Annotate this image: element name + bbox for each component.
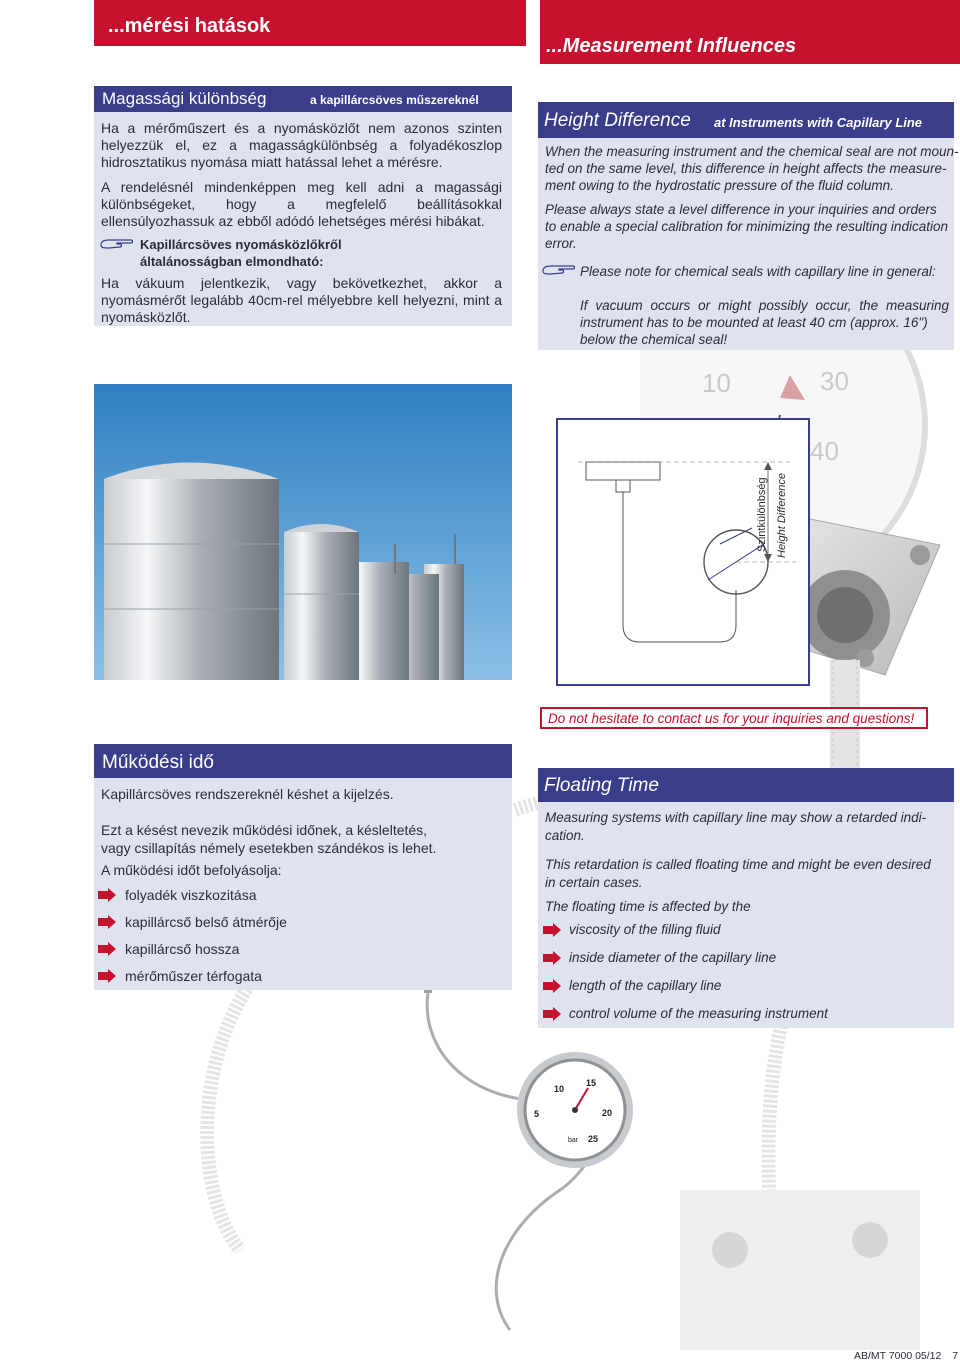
diagram-drawing	[558, 420, 808, 684]
hu-height-p1-l1: Ha a mérőműszert és a nyomásközlőt nem azonos szinten	[101, 120, 502, 136]
arrow-right-icon	[98, 969, 116, 983]
hu-note-title-l2: általánosságban elmondható:	[140, 254, 324, 269]
arrow-right-icon	[98, 942, 116, 956]
arrow-right-icon	[543, 923, 561, 937]
en-height-subtitle: at Instruments with Capillary Line	[714, 115, 923, 130]
hu-floating-p3: A működési időt befolyásolja:	[101, 862, 282, 878]
en-floating-p2-l1: This retardation is called floating time and might be even desired	[545, 857, 931, 872]
hu-floating-p2-l1: Ezt a késést nevezik működési időnek, a késleltetés,	[101, 822, 428, 838]
en-height-p1-l3: ment owing to the hydrostatic pressure of the fluid column.	[545, 178, 894, 193]
bg-gauge-30: 30	[820, 366, 849, 396]
en-height-title-bar	[538, 102, 954, 138]
en-height-title: Height Difference	[544, 110, 691, 131]
en-note-text-l2: instrument has to be mounted at least 40 cm (approx. 16")	[580, 315, 928, 330]
en-note-title: Please note for chemical seals with capillary line in general:	[580, 264, 936, 279]
small-gauge-20: 20	[602, 1108, 613, 1118]
en-height-p2-l3: error.	[545, 236, 577, 251]
en-floating-item-2: inside diameter of the capillary line	[569, 950, 777, 965]
small-gauge-10: 10	[554, 1084, 565, 1094]
hu-floating-item-1: folyadék viszkozitása	[125, 887, 257, 903]
arrow-right-icon	[98, 888, 116, 902]
en-floating-p1-l2: cation.	[545, 828, 585, 843]
bg-gauge-40: 40	[810, 436, 839, 466]
hu-height-subtitle: a kapillárcsöves műszereknél	[310, 93, 479, 107]
hu-floating-item-2: kapillárcső belső átmérője	[125, 914, 287, 930]
en-floating-p3: The floating time is affected by the	[545, 899, 751, 914]
en-height-p2-l1: Please always state a level difference in your inquiries and orders	[545, 202, 937, 217]
en-note-text-l1: If vacuum occurs or might possibly occur, the measuring	[580, 298, 949, 313]
small-gauge-15: 15	[586, 1078, 597, 1088]
hu-floating-title: Működési idő	[102, 752, 214, 773]
hu-note-text-l1: Ha vákuum jelentkezik, vagy bekövetkezhet, akkor a	[101, 275, 502, 291]
silo-tanks-photo	[94, 384, 512, 680]
diagram-label-hu: Szintkülönbség	[756, 477, 768, 552]
small-gauge-unit: bar	[568, 1137, 579, 1144]
en-floating-p1-l1: Measuring systems with capillary line may show a retarded indi-	[545, 810, 927, 825]
contact-text: Do not hesitate to contact us for your inquiries and questions!	[548, 711, 915, 726]
en-floating-title-bar	[538, 768, 954, 802]
hu-note-text-l2: nyomásmérőt legalább 40cm-rel mélyebbre kell helyezni, mint a	[101, 292, 502, 308]
header-right-title: ...Measurement Influences	[546, 35, 797, 57]
arrow-right-icon	[543, 1007, 561, 1021]
hu-floating-title-bar	[94, 744, 512, 778]
en-height-p2-l2: to enable a special calibration for minimizing the resulting indication	[545, 219, 948, 234]
hu-height-p2-l1: A rendelésnél mindenképpen meg kell adni a magassági	[101, 179, 502, 195]
en-floating-p2-l2: in certain cases.	[545, 875, 643, 890]
arrow-right-icon	[98, 915, 116, 929]
hu-height-p2-l2: különbségeket, hogy a megfelelő beállításokkal	[101, 196, 502, 212]
hu-height-title-bar	[94, 86, 512, 112]
small-gauge-25: 25	[588, 1134, 599, 1144]
contact-banner	[540, 707, 928, 729]
diagram-label-en: Height Difference	[776, 473, 788, 558]
en-note-text-l3: below the chemical seal!	[580, 332, 728, 347]
hu-height-p1-l2: helyezzük el, ez a magasságkülönbség a folyadékoszlop	[101, 137, 502, 153]
en-height-p1-l1: When the measuring instrument and the chemical seal are not moun-	[545, 144, 959, 159]
bg-gauge-10: 10	[702, 368, 731, 398]
en-floating-item-1: viscosity of the filling fluid	[569, 922, 721, 937]
header-left-bar	[94, 0, 526, 46]
hu-height-p2-l3: ellensúlyozhassuk az ebből adódó lehetséges mérési hibákat.	[101, 213, 485, 229]
hu-floating-item-4: mérőműszer térfogata	[125, 968, 262, 984]
hu-note-title-l1: Kapillárcsöves nyomásközlőkről	[140, 237, 342, 252]
header-right-bar	[540, 0, 960, 64]
footer	[854, 1350, 958, 1362]
footer-page-number: 7	[952, 1350, 959, 1362]
footer-doc-code: AB/MT 7000 05/12	[854, 1350, 942, 1362]
hu-floating-p2-l2: vagy csillapítás némely esetekben szándékos is lehet.	[101, 840, 437, 856]
hand-pointer-icon	[100, 236, 134, 250]
height-difference-diagram	[556, 418, 810, 686]
hu-height-title: Magassági különbség	[102, 89, 267, 108]
arrow-right-icon	[543, 951, 561, 965]
arrow-right-icon	[543, 979, 561, 993]
en-floating-item-4: control volume of the measuring instrument	[569, 1006, 828, 1021]
en-floating-item-3: length of the capillary line	[569, 978, 722, 993]
header-left-title: ...mérési hatások	[108, 15, 271, 37]
small-gauge-5: 5	[534, 1109, 540, 1119]
en-floating-title: Floating Time	[544, 775, 659, 796]
hu-floating-item-3: kapillárcső hossza	[125, 941, 240, 957]
hu-height-p1-l3: hidrosztatikus nyomása miatt hatással lehet a mérésre.	[101, 154, 443, 170]
en-height-p1-l2: ted on the same level, this difference in height affects the measure-	[545, 161, 947, 176]
hu-floating-p1: Kapillárcsöves rendszereknél késhet a kijelzés.	[101, 786, 394, 802]
hand-pointer-icon	[542, 262, 576, 276]
hu-note-text-l3: nyomásközlőt.	[101, 309, 191, 325]
